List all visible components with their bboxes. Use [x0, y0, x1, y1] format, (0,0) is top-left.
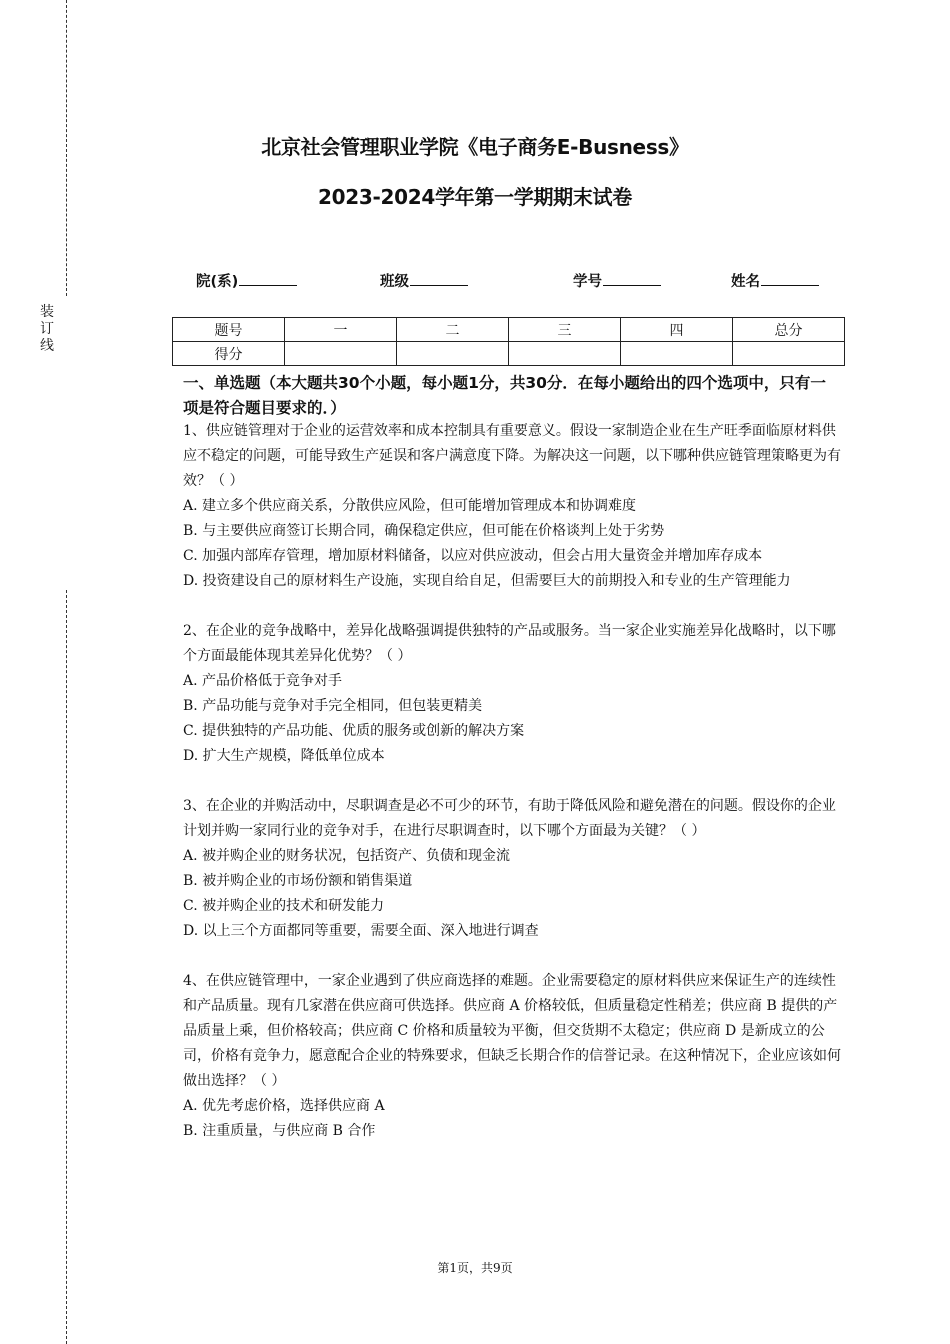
- page-footer: 第1页，共9页: [437, 1261, 513, 1275]
- score-table-score-row: [173, 342, 845, 366]
- score-col-4: 四: [621, 318, 733, 342]
- option-a: A. 建立多个供应商关系，分散供应风险，但可能增加管理成本和协调难度: [183, 498, 637, 514]
- option-a: A. 被并购企业的财务状况，包括资产、负债和现金流: [183, 848, 511, 864]
- dept-blank: [239, 271, 297, 286]
- score-cell: [733, 342, 845, 366]
- score-cell: [397, 342, 509, 366]
- dept-field: 院(系): [196, 270, 297, 291]
- student-id-blank: [603, 271, 661, 286]
- score-cell: [285, 342, 397, 366]
- question-stem: 1、供应链管理对于企业的运营效率和成本控制具有重要意义。假设一家制造企业在生产旺季面临原材料供应不稳定的问题，可能导致生产延误和客户满意度下降。为解决这一问题，以下哪种供应链管理策略更为有效？（ ）: [183, 423, 841, 489]
- option-c: C. 加强内部库存管理，增加原材料储备，以应对供应波动，但会占用大量资金并增加库存成本: [183, 548, 763, 564]
- option-d: D. 投资建设自己的原材料生产设施，实现自给自足，但需要巨大的前期投入和专业的生产管理能力: [183, 573, 791, 589]
- score-cell: [509, 342, 621, 366]
- score-table: [172, 317, 845, 366]
- binding-dashed-line-bottom: [66, 590, 67, 1344]
- binding-label: 装订线: [40, 304, 54, 354]
- score-col-1: 一: [285, 318, 397, 342]
- question-1: [183, 419, 848, 594]
- question-4: [183, 969, 848, 1144]
- option-b: B. 与主要供应商签订长期合同，确保稳定供应，但可能在价格谈判上处于劣势: [183, 523, 665, 539]
- question-stem: 2、在企业的竞争战略中，差异化战略强调提供独特的产品或服务。当一家企业实施差异化战略时，以下哪个方面最能体现其差异化优势？（ ）: [183, 623, 836, 664]
- exam-title-line2: 2023-2024学年第一学期期末试卷: [318, 185, 632, 209]
- option-c: C. 提供独特的产品功能、优质的服务或创新的解决方案: [183, 723, 525, 739]
- score-row-label: 得分: [173, 342, 285, 366]
- score-header-label: 题号: [173, 318, 285, 342]
- option-d: D. 以上三个方面都同等重要，需要全面、深入地进行调查: [183, 923, 539, 939]
- question-stem: 3、在企业的并购活动中，尽职调查是必不可少的环节，有助于降低风险和避免潜在的问题。假设你的企业计划并购一家同行业的竞争对手，在进行尽职调查时，以下哪个方面最为关键？（ ）: [183, 798, 836, 839]
- name-field: 姓名: [731, 270, 819, 291]
- name-blank: [761, 271, 819, 286]
- option-a: A. 产品价格低于竞争对手: [183, 673, 343, 689]
- class-blank: [410, 271, 468, 286]
- section1-heading: 一、单选题（本大题共30个小题，每小题1分，共30分．在每小题给出的四个选项中，只有一项是符合题目要求的．）: [183, 374, 826, 417]
- option-d: D. 扩大生产规模，降低单位成本: [183, 748, 385, 764]
- option-b: B. 产品功能与竞争对手完全相同，但包装更精美: [183, 698, 483, 714]
- student-id-field: 学号: [573, 270, 661, 291]
- score-col-2: 二: [397, 318, 509, 342]
- score-table-header-row: [173, 318, 845, 342]
- score-col-total: 总分: [733, 318, 845, 342]
- option-b: B. 被并购企业的市场份额和销售渠道: [183, 873, 413, 889]
- option-a: A. 优先考虑价格，选择供应商 A: [183, 1098, 385, 1114]
- option-c: C. 被并购企业的技术和研发能力: [183, 898, 385, 914]
- option-b: B. 注重质量，与供应商 B 合作: [183, 1123, 376, 1139]
- question-3: [183, 794, 848, 944]
- question-2: [183, 619, 848, 769]
- exam-title-line1: 北京社会管理职业学院《电子商务E-Busness》: [261, 135, 689, 159]
- question-stem: 4、在供应链管理中，一家企业遇到了供应商选择的难题。企业需要稳定的原材料供应来保证生产的连续性和产品质量。现有几家潜在供应商可供选择。供应商 A 价格较低，但质量稳定性稍差；供应商 B 提供的产品质量上乘，但价格较高；供应商 C 价格和质量较为平衡，但交货期不太稳定；供应商 D 是新成立的公司，价格有竞争力，愿意配合企业的特殊要求，但缺乏长期合作的信誉记录。在这种情况下，企业应该如何做出选择？（ ）: [183, 973, 841, 1089]
- score-cell: [621, 342, 733, 366]
- score-col-3: 三: [509, 318, 621, 342]
- question-list: [183, 419, 848, 1169]
- class-field: 班级: [380, 270, 468, 291]
